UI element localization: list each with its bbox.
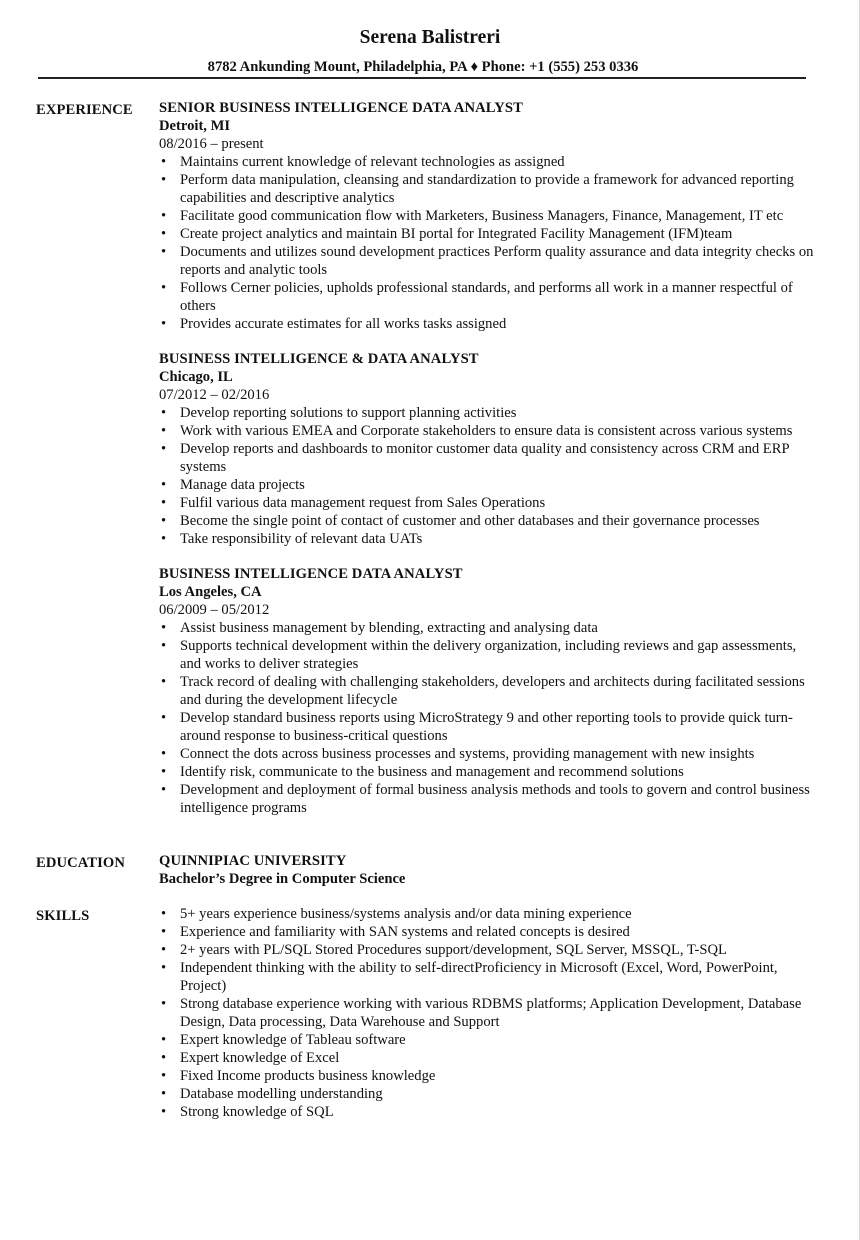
job-location: Los Angeles, CA bbox=[159, 584, 262, 600]
bullet-item bbox=[159, 673, 819, 709]
education-section bbox=[0, 852, 860, 888]
candidate-name: Serena Balistreri bbox=[359, 27, 501, 48]
bullet-text: Supports technical development within the delivery organization, including reviews and gap assessments, and works to deliver strategies bbox=[180, 638, 797, 672]
bullet-item bbox=[159, 279, 819, 315]
bullet-item bbox=[159, 171, 819, 207]
job-dates: 08/2016 – present bbox=[159, 136, 264, 152]
bullet-text: Independent thinking with the ability to self-directProficiency in Microsoft (Excel, Word, PowerPoint, Project) bbox=[180, 960, 778, 994]
job-bullets bbox=[159, 153, 819, 333]
job-bullets bbox=[159, 619, 819, 817]
bullet-text: Strong database experience working with various RDBMS platforms; Application Development, Database Design, Data processing, Data Warehouse and Support bbox=[180, 996, 802, 1030]
section-heading-experience: EXPERIENCE bbox=[36, 102, 133, 118]
bullet-item bbox=[159, 1049, 819, 1067]
bullet-text: Create project analytics and maintain BI portal for Integrated Facility Management (IFM)team bbox=[180, 226, 733, 242]
bullet-icon: • bbox=[161, 764, 167, 780]
bullet-text: Become the single point of contact of customer and other databases and their governance processes bbox=[180, 513, 760, 529]
bullet-text: Expert knowledge of Tableau software bbox=[180, 1032, 406, 1048]
bullet-item bbox=[159, 476, 819, 494]
section-heading-education: EDUCATION bbox=[36, 855, 126, 871]
bullet-text: 5+ years experience business/systems analysis and/or data mining experience bbox=[180, 906, 632, 922]
bullet-icon: • bbox=[161, 746, 167, 762]
skills-section bbox=[0, 905, 860, 1121]
bullet-icon: • bbox=[161, 154, 167, 170]
bullet-icon: • bbox=[161, 710, 167, 726]
bullet-item bbox=[159, 941, 819, 959]
bullet-icon: • bbox=[161, 226, 167, 242]
bullet-text: Strong knowledge of SQL bbox=[180, 1104, 334, 1120]
degree: Bachelor’s Degree in Computer Science bbox=[159, 871, 406, 887]
bullet-item bbox=[159, 995, 819, 1031]
bullet-text: Expert knowledge of Excel bbox=[180, 1050, 340, 1066]
bullet-item bbox=[159, 1103, 819, 1121]
bullet-item bbox=[159, 709, 819, 745]
bullet-text: Fixed Income products business knowledge bbox=[180, 1068, 436, 1084]
bullet-icon: • bbox=[161, 531, 167, 547]
education-body bbox=[159, 852, 819, 888]
bullet-item bbox=[159, 1067, 819, 1085]
school-name: QUINNIPIAC UNIVERSITY bbox=[159, 853, 347, 869]
bullet-item bbox=[159, 494, 819, 512]
bullet-icon: • bbox=[161, 208, 167, 224]
job-entry bbox=[159, 565, 819, 817]
bullet-item bbox=[159, 225, 819, 243]
bullet-item bbox=[159, 315, 819, 333]
bullet-item bbox=[159, 959, 819, 995]
section-heading-skills: SKILLS bbox=[36, 908, 90, 924]
header-divider bbox=[38, 77, 806, 79]
bullet-icon: • bbox=[161, 1104, 167, 1120]
experience-body bbox=[159, 99, 819, 817]
bullet-item bbox=[159, 619, 819, 637]
experience-section bbox=[0, 99, 860, 817]
bullet-text: Development and deployment of formal business analysis methods and tools to govern and control business intelligence programs bbox=[180, 782, 810, 816]
bullet-text: Develop reports and dashboards to monitor customer data quality and consistency across CRM and ERP systems bbox=[180, 441, 790, 475]
bullet-text: 2+ years with PL/SQL Stored Procedures support/development, SQL Server, MSSQL, T-SQL bbox=[180, 942, 727, 958]
bullet-icon: • bbox=[161, 172, 167, 188]
bullet-text: Manage data projects bbox=[180, 477, 305, 493]
bullet-text: Develop standard business reports using MicroStrategy 9 and other reporting tools to provide quick turn-around response to business-critical questions bbox=[180, 710, 793, 744]
job-title: BUSINESS INTELLIGENCE & DATA ANALYST bbox=[159, 351, 479, 367]
job-entry bbox=[159, 99, 819, 333]
job-title: SENIOR BUSINESS INTELLIGENCE DATA ANALYST bbox=[159, 100, 523, 116]
skills-body bbox=[159, 905, 819, 1121]
bullet-icon: • bbox=[161, 620, 167, 636]
bullet-icon: • bbox=[161, 1086, 167, 1102]
bullet-item bbox=[159, 512, 819, 530]
job-title: BUSINESS INTELLIGENCE DATA ANALYST bbox=[159, 566, 463, 582]
bullet-text: Work with various EMEA and Corporate stakeholders to ensure data is consistent across various systems bbox=[180, 423, 793, 439]
bullet-icon: • bbox=[161, 405, 167, 421]
bullet-item bbox=[159, 923, 819, 941]
bullet-item bbox=[159, 637, 819, 673]
bullet-text: Take responsibility of relevant data UATs bbox=[180, 531, 423, 547]
bullet-item bbox=[159, 440, 819, 476]
bullet-item bbox=[159, 422, 819, 440]
bullet-icon: • bbox=[161, 638, 167, 654]
bullet-text: Provides accurate estimates for all works tasks assigned bbox=[180, 316, 507, 332]
bullet-icon: • bbox=[161, 1050, 167, 1066]
bullet-text: Follows Cerner policies, upholds professional standards, and performs all work in a manner respectful of others bbox=[180, 280, 793, 314]
bullet-item bbox=[159, 745, 819, 763]
bullet-text: Documents and utilizes sound development practices Perform quality assurance and data integrity checks on reports and analytic tools bbox=[180, 244, 814, 278]
bullet-text: Experience and familiarity with SAN systems and related concepts is desired bbox=[180, 924, 630, 940]
job-dates: 06/2009 – 05/2012 bbox=[159, 602, 270, 618]
bullet-text: Fulfil various data management request from Sales Operations bbox=[180, 495, 546, 511]
bullet-icon: • bbox=[161, 782, 167, 798]
bullet-icon: • bbox=[161, 942, 167, 958]
bullet-icon: • bbox=[161, 1032, 167, 1048]
bullet-text: Maintains current knowledge of relevant technologies as assigned bbox=[180, 154, 565, 170]
bullet-icon: • bbox=[161, 924, 167, 940]
job-dates: 07/2012 – 02/2016 bbox=[159, 387, 270, 403]
bullet-text: Connect the dots across business processes and systems, providing management with new insights bbox=[180, 746, 755, 762]
job-entry bbox=[159, 350, 819, 548]
bullet-icon: • bbox=[161, 1068, 167, 1084]
job-bullets bbox=[159, 404, 819, 548]
bullet-item bbox=[159, 153, 819, 171]
bullet-icon: • bbox=[161, 441, 167, 457]
bullet-text: Develop reporting solutions to support planning activities bbox=[180, 405, 517, 421]
bullet-icon: • bbox=[161, 316, 167, 332]
bullet-text: Identify risk, communicate to the business and management and recommend solutions bbox=[180, 764, 684, 780]
bullet-item bbox=[159, 1031, 819, 1049]
bullet-item bbox=[159, 243, 819, 279]
bullet-item bbox=[159, 781, 819, 817]
bullet-item bbox=[159, 1085, 819, 1103]
contact-line: 8782 Ankunding Mount, Philadelphia, PA ♦ Phone: +1 (555) 253 0336 bbox=[207, 59, 639, 75]
bullet-item bbox=[159, 530, 819, 548]
bullet-icon: • bbox=[161, 280, 167, 296]
job-location: Detroit, MI bbox=[159, 118, 231, 134]
bullet-text: Database modelling understanding bbox=[180, 1086, 383, 1102]
bullet-icon: • bbox=[161, 513, 167, 529]
bullet-item bbox=[159, 905, 819, 923]
bullet-icon: • bbox=[161, 960, 167, 976]
bullet-text: Assist business management by blending, extracting and analysing data bbox=[180, 620, 598, 636]
bullet-icon: • bbox=[161, 423, 167, 439]
bullet-item bbox=[159, 763, 819, 781]
job-location: Chicago, IL bbox=[159, 369, 233, 385]
bullet-item bbox=[159, 207, 819, 225]
bullet-text: Facilitate good communication flow with Marketers, Business Managers, Finance, Management, IT etc bbox=[180, 208, 784, 224]
skills-list bbox=[159, 905, 819, 1121]
bullet-icon: • bbox=[161, 674, 167, 690]
bullet-icon: • bbox=[161, 244, 167, 260]
bullet-text: Perform data manipulation, cleansing and standardization to provide a framework for advanced reporting capabilities and descriptive analytics bbox=[180, 172, 794, 206]
bullet-icon: • bbox=[161, 906, 167, 922]
bullet-icon: • bbox=[161, 477, 167, 493]
resume-content bbox=[0, 97, 860, 1121]
bullet-text: Track record of dealing with challenging stakeholders, developers and architects during facilitated sessions and during the development lifecycle bbox=[180, 674, 805, 708]
bullet-icon: • bbox=[161, 495, 167, 511]
bullet-icon: • bbox=[161, 996, 167, 1012]
bullet-item bbox=[159, 404, 819, 422]
